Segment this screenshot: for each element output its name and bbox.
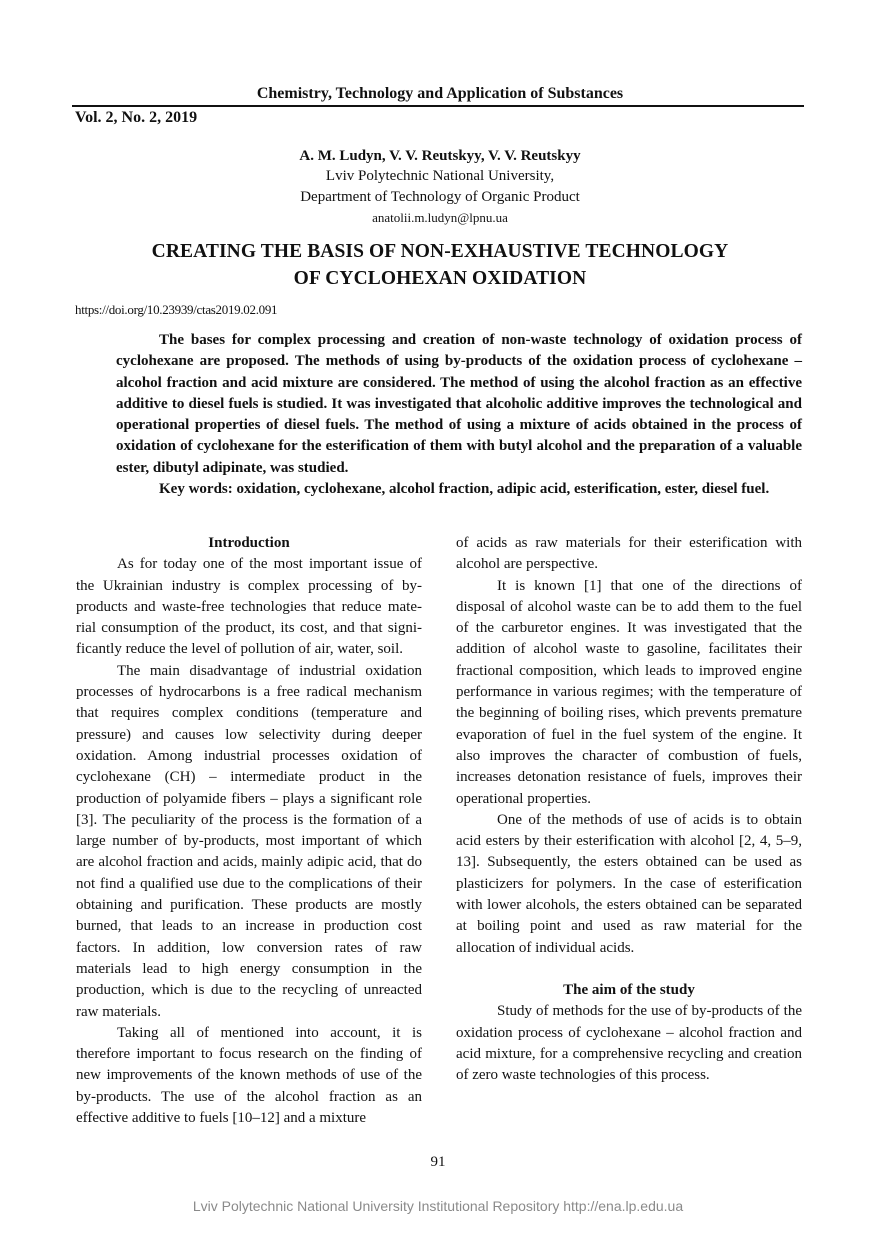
abstract <box>116 330 802 500</box>
page-number: 91 <box>430 1154 446 1170</box>
affiliation-university: Lviv Polytechnic National University, <box>325 168 555 184</box>
right-column <box>456 533 802 1086</box>
title-line-1: CREATING THE BASIS OF NON-EXHAUSTIVE TECHNOLOGY <box>151 241 729 262</box>
section-heading-introduction: Introduction <box>208 535 290 551</box>
paragraph: The main disadvantage of industrial oxidation processes of hydrocarbons is a free radical mechanism that requires complex conditions (temperature and pressure) and causes low selectivity during deeper oxidation. Among industrial processes oxidation of cyclohexane (CH) – intermediate product in the production of polyamide fibers – plays a significant role [3]. The peculiarity of the process is the formation of a large number of by-products, most important of which are alcohol fraction and acids, mainly adipic acid, that do not find a qualified use due to the complications of their obtaining and purification. These products are mostly burned, that leads to an increase in production cost factors. In addition, low conversion rates of raw materials lead to high energy consumption in the production, which is due to the recycling of unreacted raw materials. <box>76 662 422 1020</box>
journal-title: Chemistry, Technology and Application of Substances <box>256 85 624 102</box>
paragraph-continuation: of acids as raw materials for their esterification with alcohol are perspective. <box>456 535 802 573</box>
abstract-text: The bases for complex processing and creation of non-waste technology of oxidation process of cyclohexane are proposed. The methods of using by-products of the oxidation process of cyclohexane – alcohol fraction and acid mixture are considered. The method of using the alcohol fraction as an effective additive to diesel fuels is studied. It was investigated that alcoholic additive improves the technological and operational properties of diesel fuels. The method of using a mixture of acids obtained in the process of oxidation of cyclohexane for the esterification of them with butyl alcohol and the preparation of a valuable ester, dibutyl adipinate, was studied. <box>116 332 802 476</box>
affiliation-department: Department of Technology of Organic Product <box>300 189 580 205</box>
volume-info: Vol. 2, No. 2, 2019 <box>75 109 198 126</box>
header-rule <box>72 105 804 107</box>
doi-link[interactable]: https://doi.org/10.23939/ctas2019.02.091 <box>75 302 278 317</box>
keywords: Key words: oxidation, cyclohexane, alcohol fraction, adipic acid, esterification, ester, diesel fuel. <box>159 481 770 498</box>
paper-title <box>76 238 804 292</box>
authors-block <box>76 146 804 227</box>
paragraph: It is known [1] that one of the directions of disposal of alcohol waste can be to add them to the fuel of the carburetor engines. It was investigated that the addition of alcohol waste to gasoline, facilitates their fractional composition, which leads to improved engine performance in various regimes; with the temperature of the beginning of boiling rises, which prevents premature evaporation of fuel in the fuel system of the engine. It also improves the character of combustion of fuels, increases detonation resistance of fuels, improves their operational properties. <box>456 577 802 807</box>
section-heading-aim: The aim of the study <box>563 981 695 998</box>
paragraph: Study of methods for the use of by-products of the oxidation process of cyclohexane – alcohol fraction and acid mixture, for a comprehensive recycling and creation of zero waste technologies of this process. <box>456 1003 802 1084</box>
paragraph: One of the methods of use of acids is to obtain acid esters by their esterification with alcohol [2, 4, 5–9, 13]. Subsequently, the esters obtained can be used as plasticizers for polymers. In the case of esterification with lower alcohols, the esters obtained can be separated at boiling point and used as raw material for the allocation of individual acids. <box>456 811 802 956</box>
left-column <box>76 533 422 1129</box>
paragraph: Taking all of mentioned into account, it is therefore important to focus research on the finding of new improvements of the known methods of use of the by-products. The use of the alcohol fraction as an effective additive to fuels [10–12] and a mixture <box>76 1024 422 1127</box>
author-names: A. M. Ludyn, V. V. Reutskyy, V. V. Reutskyy <box>299 148 581 164</box>
paragraph: As for today one of the most important issue of the Ukrainian industry is complex processing of by-products and waste-free technologies that reduce mate-rial consumption of the product, its cost, and that signi-ficantly reduce the level of pollution of air, water, soil. <box>76 556 422 658</box>
title-line-2: OF CYCLOHEXAN OXIDATION <box>293 268 587 289</box>
spacer <box>456 959 802 980</box>
repository-footer: Lviv Polytechnic National University Institutional Repository http://ena.lp.edu.ua <box>192 1198 684 1214</box>
author-email: anatolii.m.ludyn@lpnu.ua <box>372 210 508 225</box>
